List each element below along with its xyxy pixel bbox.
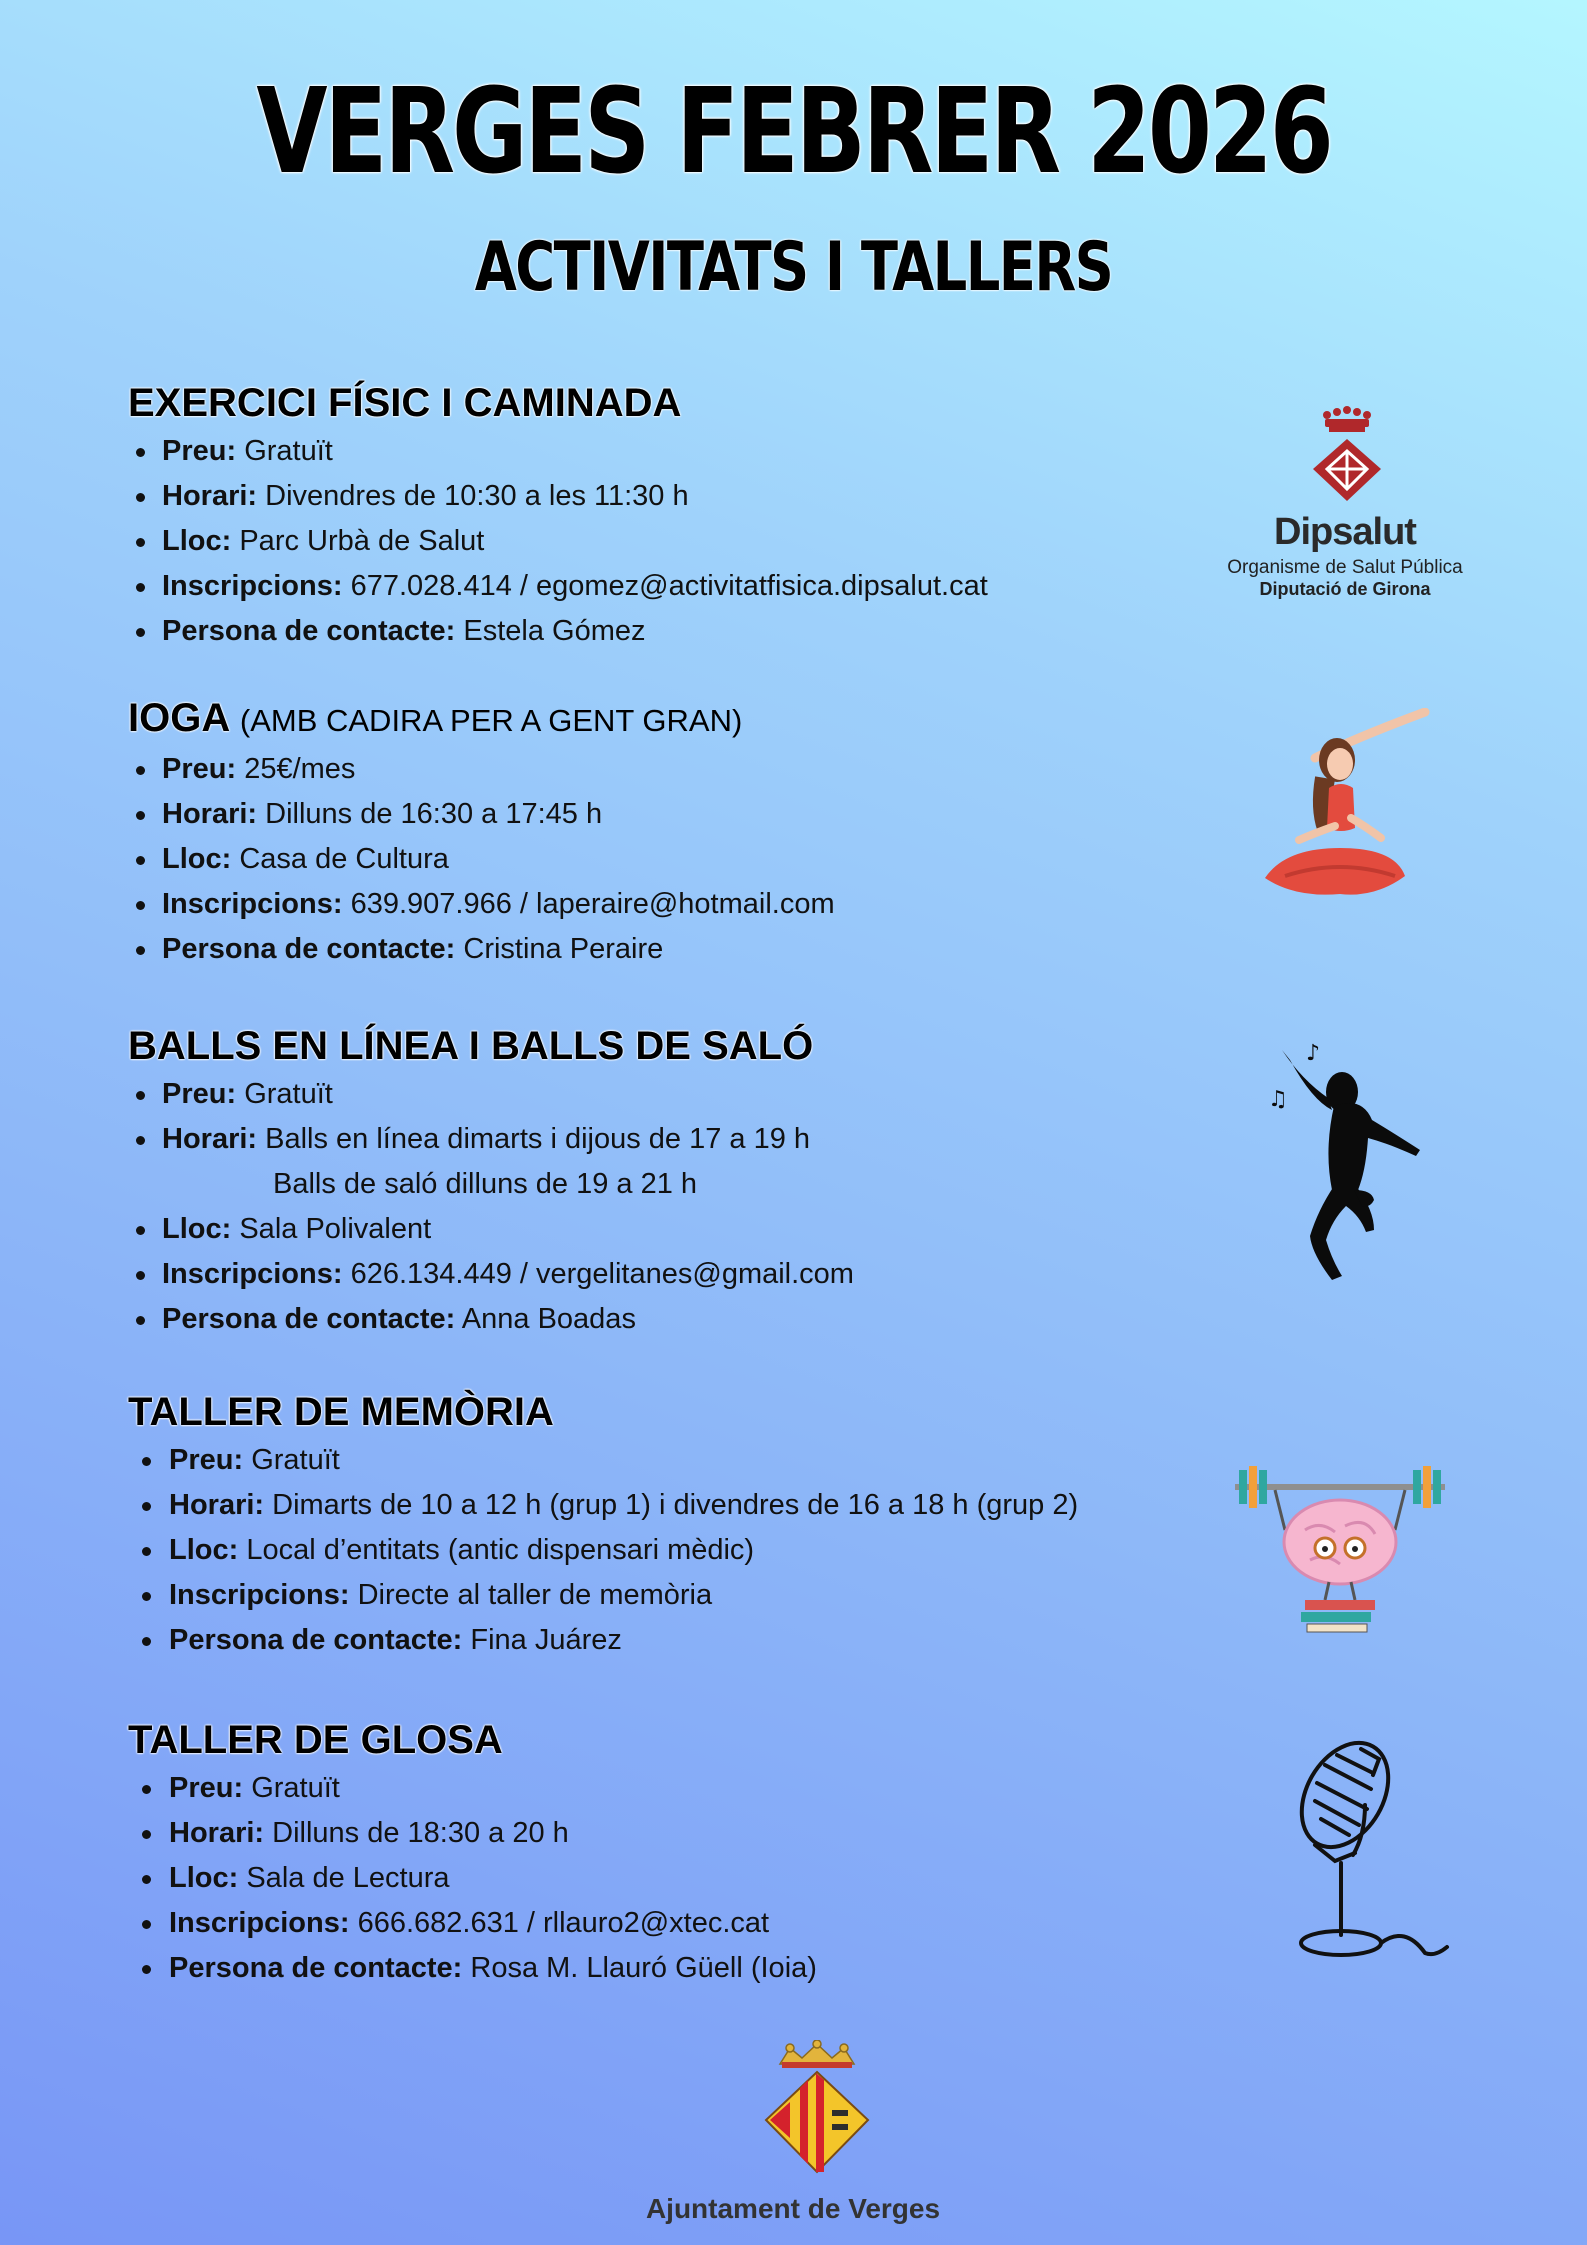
section-memoria <box>128 1388 1078 1663</box>
info-list <box>128 1766 817 1991</box>
list-item: Preu: Gratuït <box>128 1766 817 1811</box>
section-title: EXERCICI FÍSIC I CAMINADA <box>128 381 682 425</box>
list-item: Persona de contacte: Anna Boadas <box>128 1297 854 1342</box>
list-item: Lloc: Parc Urbà de Salut <box>128 519 988 564</box>
section-title: TALLER DE GLOSA <box>128 1718 503 1762</box>
list-item: Persona de contacte: Rosa M. Llauró Güell (Ioia) <box>128 1946 817 1991</box>
list-item: Lloc: Local d’entitats (antic dispensari mèdic) <box>128 1528 1078 1573</box>
list-item: Horari: Balls en línea dimarts i dijous de 17 a 19 h <box>128 1117 854 1162</box>
list-item-continuation: Balls de saló dilluns de 19 a 21 h <box>273 1168 698 1200</box>
info-list <box>128 429 988 654</box>
info-list <box>128 747 835 972</box>
list-item: Lloc: Casa de Cultura <box>128 837 835 882</box>
list-item: Persona de contacte: Cristina Peraire <box>128 927 835 972</box>
list-item: Preu: Gratuït <box>128 1072 854 1117</box>
page-subtitle: ACTIVITATS I TALLERS <box>474 228 1113 307</box>
list-item: Inscripcions: 677.028.414 / egomez@activitatfisica.dipsalut.cat <box>128 564 988 609</box>
info-list <box>128 1438 1078 1663</box>
list-item: Inscripcions: 626.134.449 / vergelitanes@gmail.com <box>128 1252 854 1297</box>
dipsalut-name: Dipsalut <box>1274 511 1416 553</box>
microphone-icon <box>1275 1735 1455 1970</box>
section-balls <box>128 1022 854 1342</box>
list-item: Horari: Dilluns de 16:30 a 17:45 h <box>128 792 835 837</box>
dipsalut-logo-icon <box>1215 405 1475 605</box>
list-item: Inscripcions: 666.682.631 / rllauro2@xtec.cat <box>128 1901 817 1946</box>
list-item: Lloc: Sala Polivalent <box>128 1207 854 1252</box>
list-item: Persona de contacte: Fina Juárez <box>128 1618 1078 1663</box>
page-title: VERGES FEBRER 2026 <box>256 62 1331 200</box>
section-subtitle: (AMB CADIRA PER A GENT GRAN) <box>239 703 743 738</box>
svg-text:♫: ♫ <box>1268 1087 1288 1112</box>
list-item: Horari: Dilluns de 18:30 a 20 h <box>128 1811 817 1856</box>
section-title: TALLER DE MEMÒRIA <box>128 1390 554 1434</box>
section-title: BALLS EN LÍNEA I BALLS DE SALÓ <box>128 1024 814 1068</box>
yoga-woman-icon <box>1255 708 1435 908</box>
list-item: Inscripcions: Directe al taller de memòria <box>128 1573 1078 1618</box>
verges-coat-of-arms-icon <box>760 2040 875 2175</box>
brain-lifting-weights-icon <box>1225 1460 1455 1635</box>
list-item: Inscripcions: 639.907.966 / laperaire@hotmail.com <box>128 882 835 927</box>
dipsalut-line1: Organisme de Salut Pública <box>1227 557 1463 578</box>
list-item: Horari: Dimarts de 10 a 12 h (grup 1) i divendres de 16 a 18 h (grup 2) <box>128 1483 1078 1528</box>
list-item: Persona de contacte: Estela Gómez <box>128 609 988 654</box>
list-item: Lloc: Sala de Lectura <box>128 1856 817 1901</box>
list-item: Horari: Divendres de 10:30 a les 11:30 h <box>128 474 988 519</box>
list-item: Preu: 25€/mes <box>128 747 835 792</box>
section-glosa <box>128 1716 817 1991</box>
dipsalut-line2: Diputació de Girona <box>1259 579 1431 599</box>
list-item: Preu: Gratuït <box>128 1438 1078 1483</box>
section-exercici <box>128 379 988 654</box>
dancer-silhouette-icon <box>1262 1040 1432 1280</box>
list-item: Preu: Gratuït <box>128 429 988 474</box>
svg-text:♪: ♪ <box>1306 1041 1321 1066</box>
section-title: IOGA (AMB CADIRA PER A GENT GRAN) <box>128 696 743 740</box>
section-ioga <box>128 694 835 972</box>
footer-label: Ajuntament de Verges <box>645 2193 941 2224</box>
info-list <box>128 1072 854 1342</box>
